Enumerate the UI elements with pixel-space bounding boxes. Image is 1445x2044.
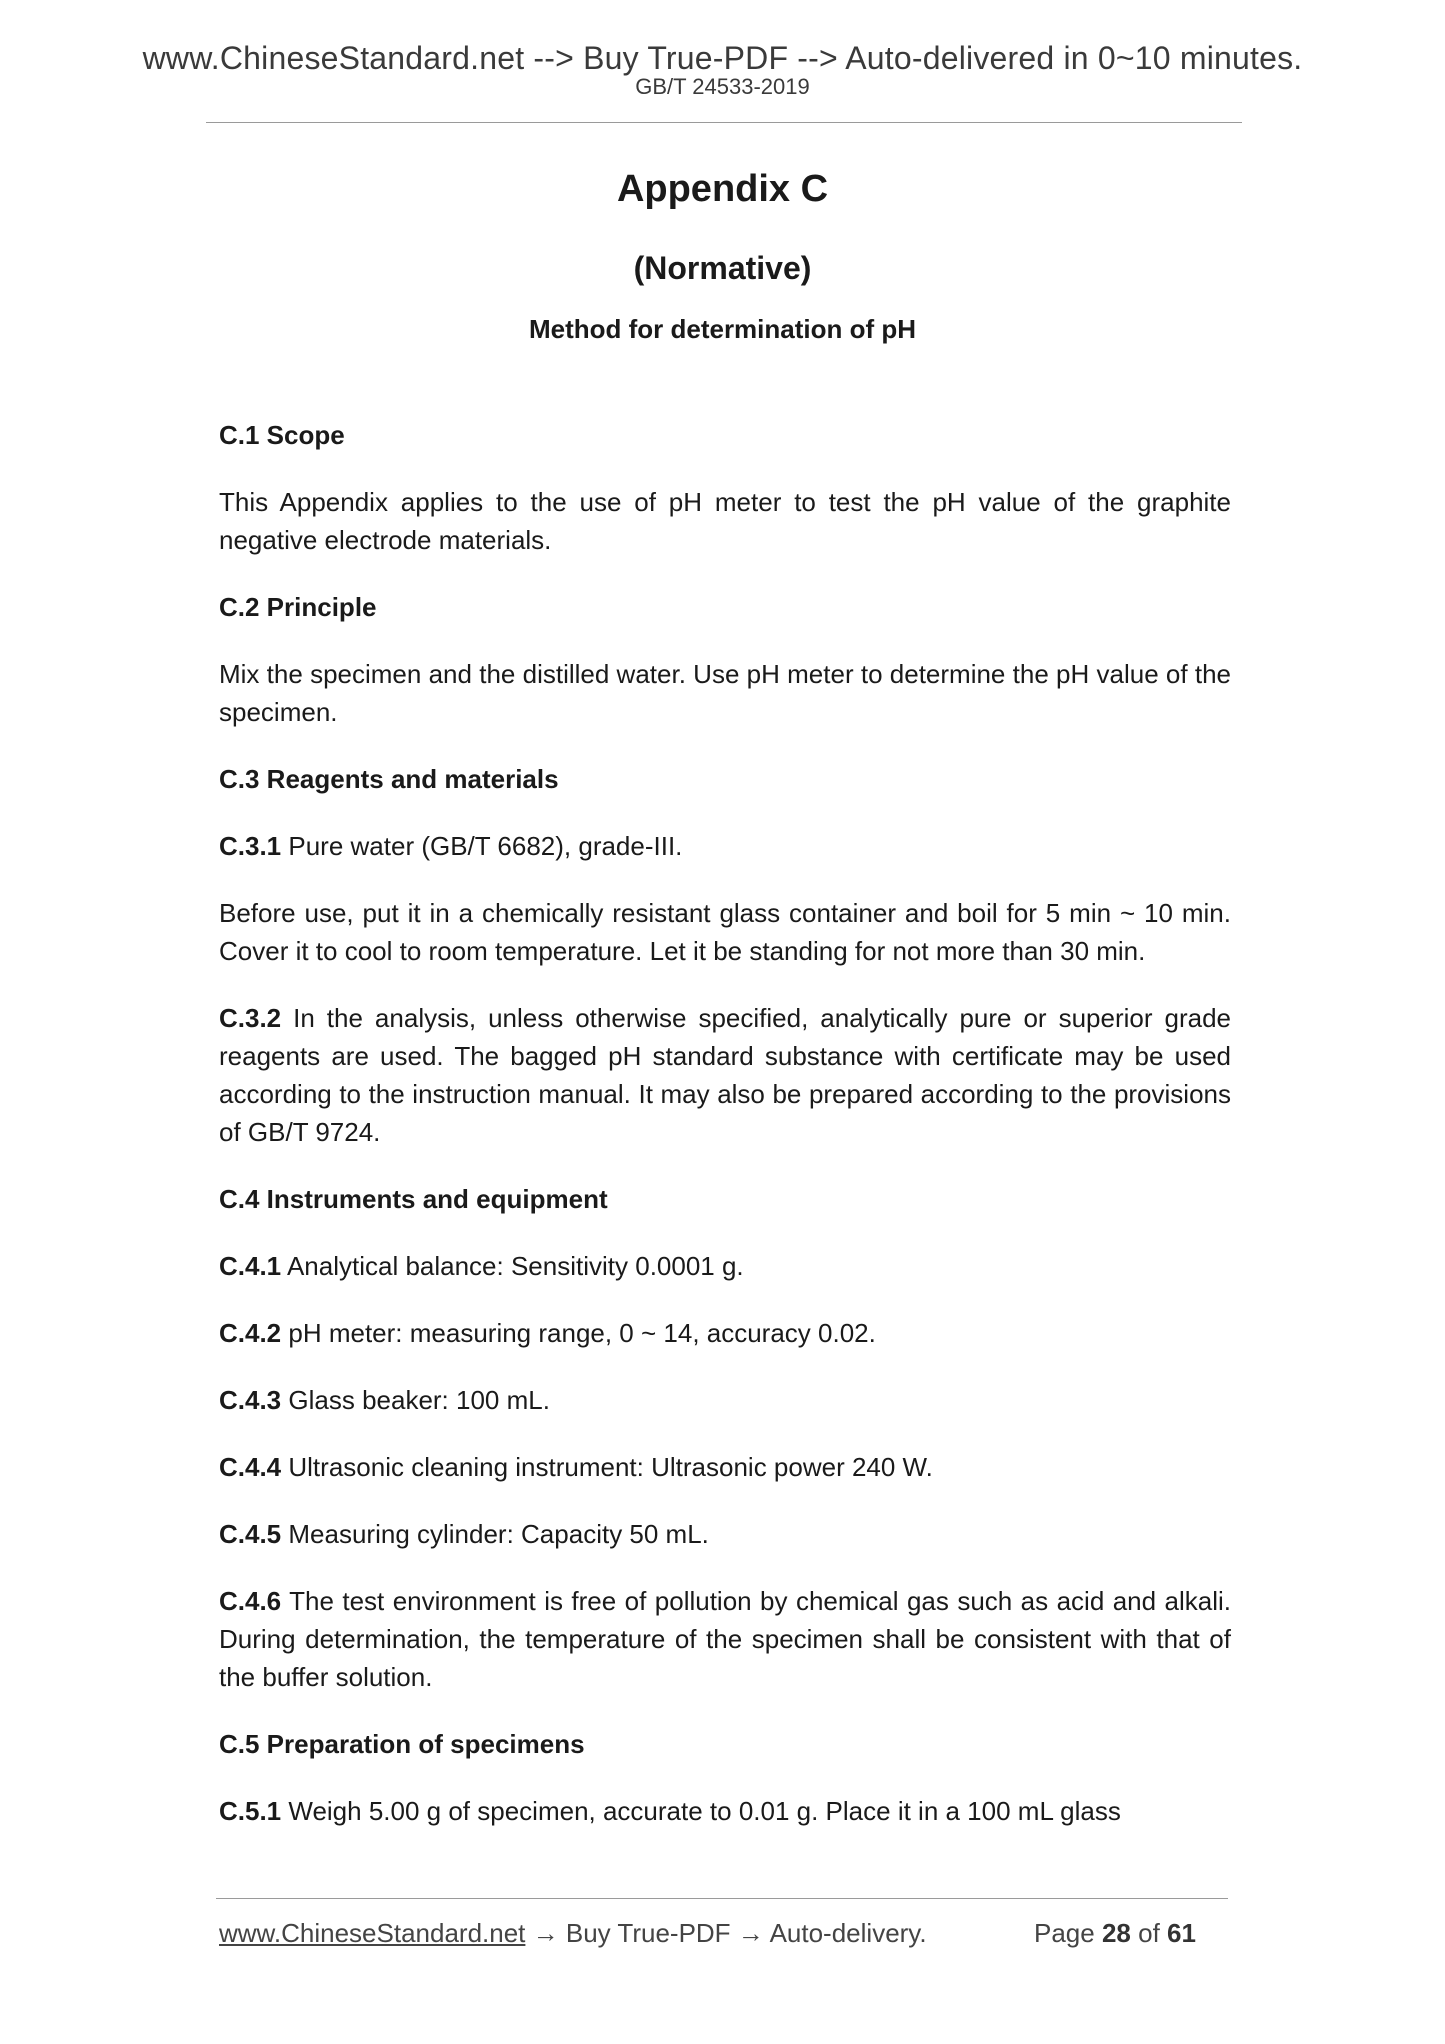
clause-text: Glass beaker: 100 mL. — [281, 1385, 550, 1415]
clause-text: Weigh 5.00 g of specimen, accurate to 0.01 g. Place it in a 100 mL glass — [281, 1796, 1121, 1826]
clause-text: Analytical balance: Sensitivity 0.0001 g. — [281, 1251, 744, 1281]
clause-number: C.4.6 — [219, 1586, 282, 1616]
clause-text: In the analysis, unless otherwise specified, analytically pure or superior grade reagents are used. The bagged pH standard substance with certificate may be used according to the instruction manual. It may also be prepared according to the provisions of GB/T 9724. — [219, 1003, 1231, 1147]
page-label: Page — [1034, 1918, 1095, 1948]
paragraph-c2: Mix the specimen and the distilled water. Use pH meter to determine the pH value of the specimen. — [219, 659, 1231, 727]
document-body — [219, 416, 1231, 1859]
clause-text: pH meter: measuring range, 0 ~ 14, accuracy 0.02. — [281, 1318, 876, 1348]
page-indicator — [1034, 1918, 1196, 1949]
section-heading-c4: C.4 Instruments and equipment — [219, 1184, 608, 1214]
section-heading-c5: C.5 Preparation of specimens — [219, 1729, 585, 1759]
clause-c46 — [219, 1582, 1231, 1696]
page-number: 28 — [1101, 1918, 1131, 1948]
clause-number: C.3.2 — [219, 1003, 282, 1033]
clause-number: C.4.3 — [219, 1385, 282, 1415]
clause-text: Measuring cylinder: Capacity 50 mL. — [281, 1519, 709, 1549]
clause-text: Ultrasonic cleaning instrument: Ultrasonic power 240 W. — [281, 1452, 933, 1482]
footer-divider — [216, 1898, 1228, 1899]
method-title: Method for determination of pH — [528, 314, 917, 344]
paragraph-c1: This Appendix applies to the use of pH meter to test the pH value of the graphite negative electrode materials. — [219, 487, 1231, 555]
paragraph-c31-note: Before use, put it in a chemically resistant glass container and boil for 5 min ~ 10 min. Cover it to cool to room temperature. Let it be standing for not more than 30 min. — [219, 898, 1231, 966]
clause-number: C.5.1 — [219, 1796, 282, 1826]
clause-number: C.4.5 — [219, 1519, 282, 1549]
standard-number: GB/T 24533-2019 — [635, 74, 810, 99]
header-divider — [206, 122, 1242, 123]
clause-c42 — [219, 1314, 1231, 1352]
page-total: 61 — [1167, 1918, 1196, 1948]
clause-text: The test environment is free of pollution by chemical gas such as acid and alkali. During determination, the temperature of the specimen shall be consistent with that of the buffer solution. — [219, 1586, 1231, 1692]
footer-promo-text: → Buy True-PDF → Auto-delivery. — [525, 1918, 927, 1948]
section-heading-c1: C.1 Scope — [219, 420, 345, 450]
clause-c31 — [219, 827, 1231, 865]
footer-site-link[interactable]: www.ChineseStandard.net — [219, 1918, 526, 1948]
clause-number: C.4.4 — [219, 1452, 282, 1482]
header-banner: www.ChineseStandard.net --> Buy True-PDF --> Auto-delivered in 0~10 minutes. — [142, 40, 1303, 76]
appendix-subtitle: (Normative) — [633, 250, 812, 286]
section-heading-c2: C.2 Principle — [219, 592, 377, 622]
clause-c43 — [219, 1381, 1231, 1419]
clause-c41 — [219, 1247, 1231, 1285]
clause-c45 — [219, 1515, 1231, 1553]
clause-text: Pure water (GB/T 6682), grade-III. — [281, 831, 683, 861]
clause-c32 — [219, 999, 1231, 1151]
appendix-title: Appendix C — [616, 168, 829, 210]
section-heading-c3: C.3 Reagents and materials — [219, 764, 559, 794]
of-label: of — [1138, 1918, 1160, 1948]
clause-c44 — [219, 1448, 1231, 1486]
footer-promo — [219, 1918, 927, 1949]
clause-number: C.4.2 — [219, 1318, 282, 1348]
clause-c51 — [219, 1792, 1231, 1830]
clause-number: C.3.1 — [219, 831, 282, 861]
clause-number: C.4.1 — [219, 1251, 282, 1281]
